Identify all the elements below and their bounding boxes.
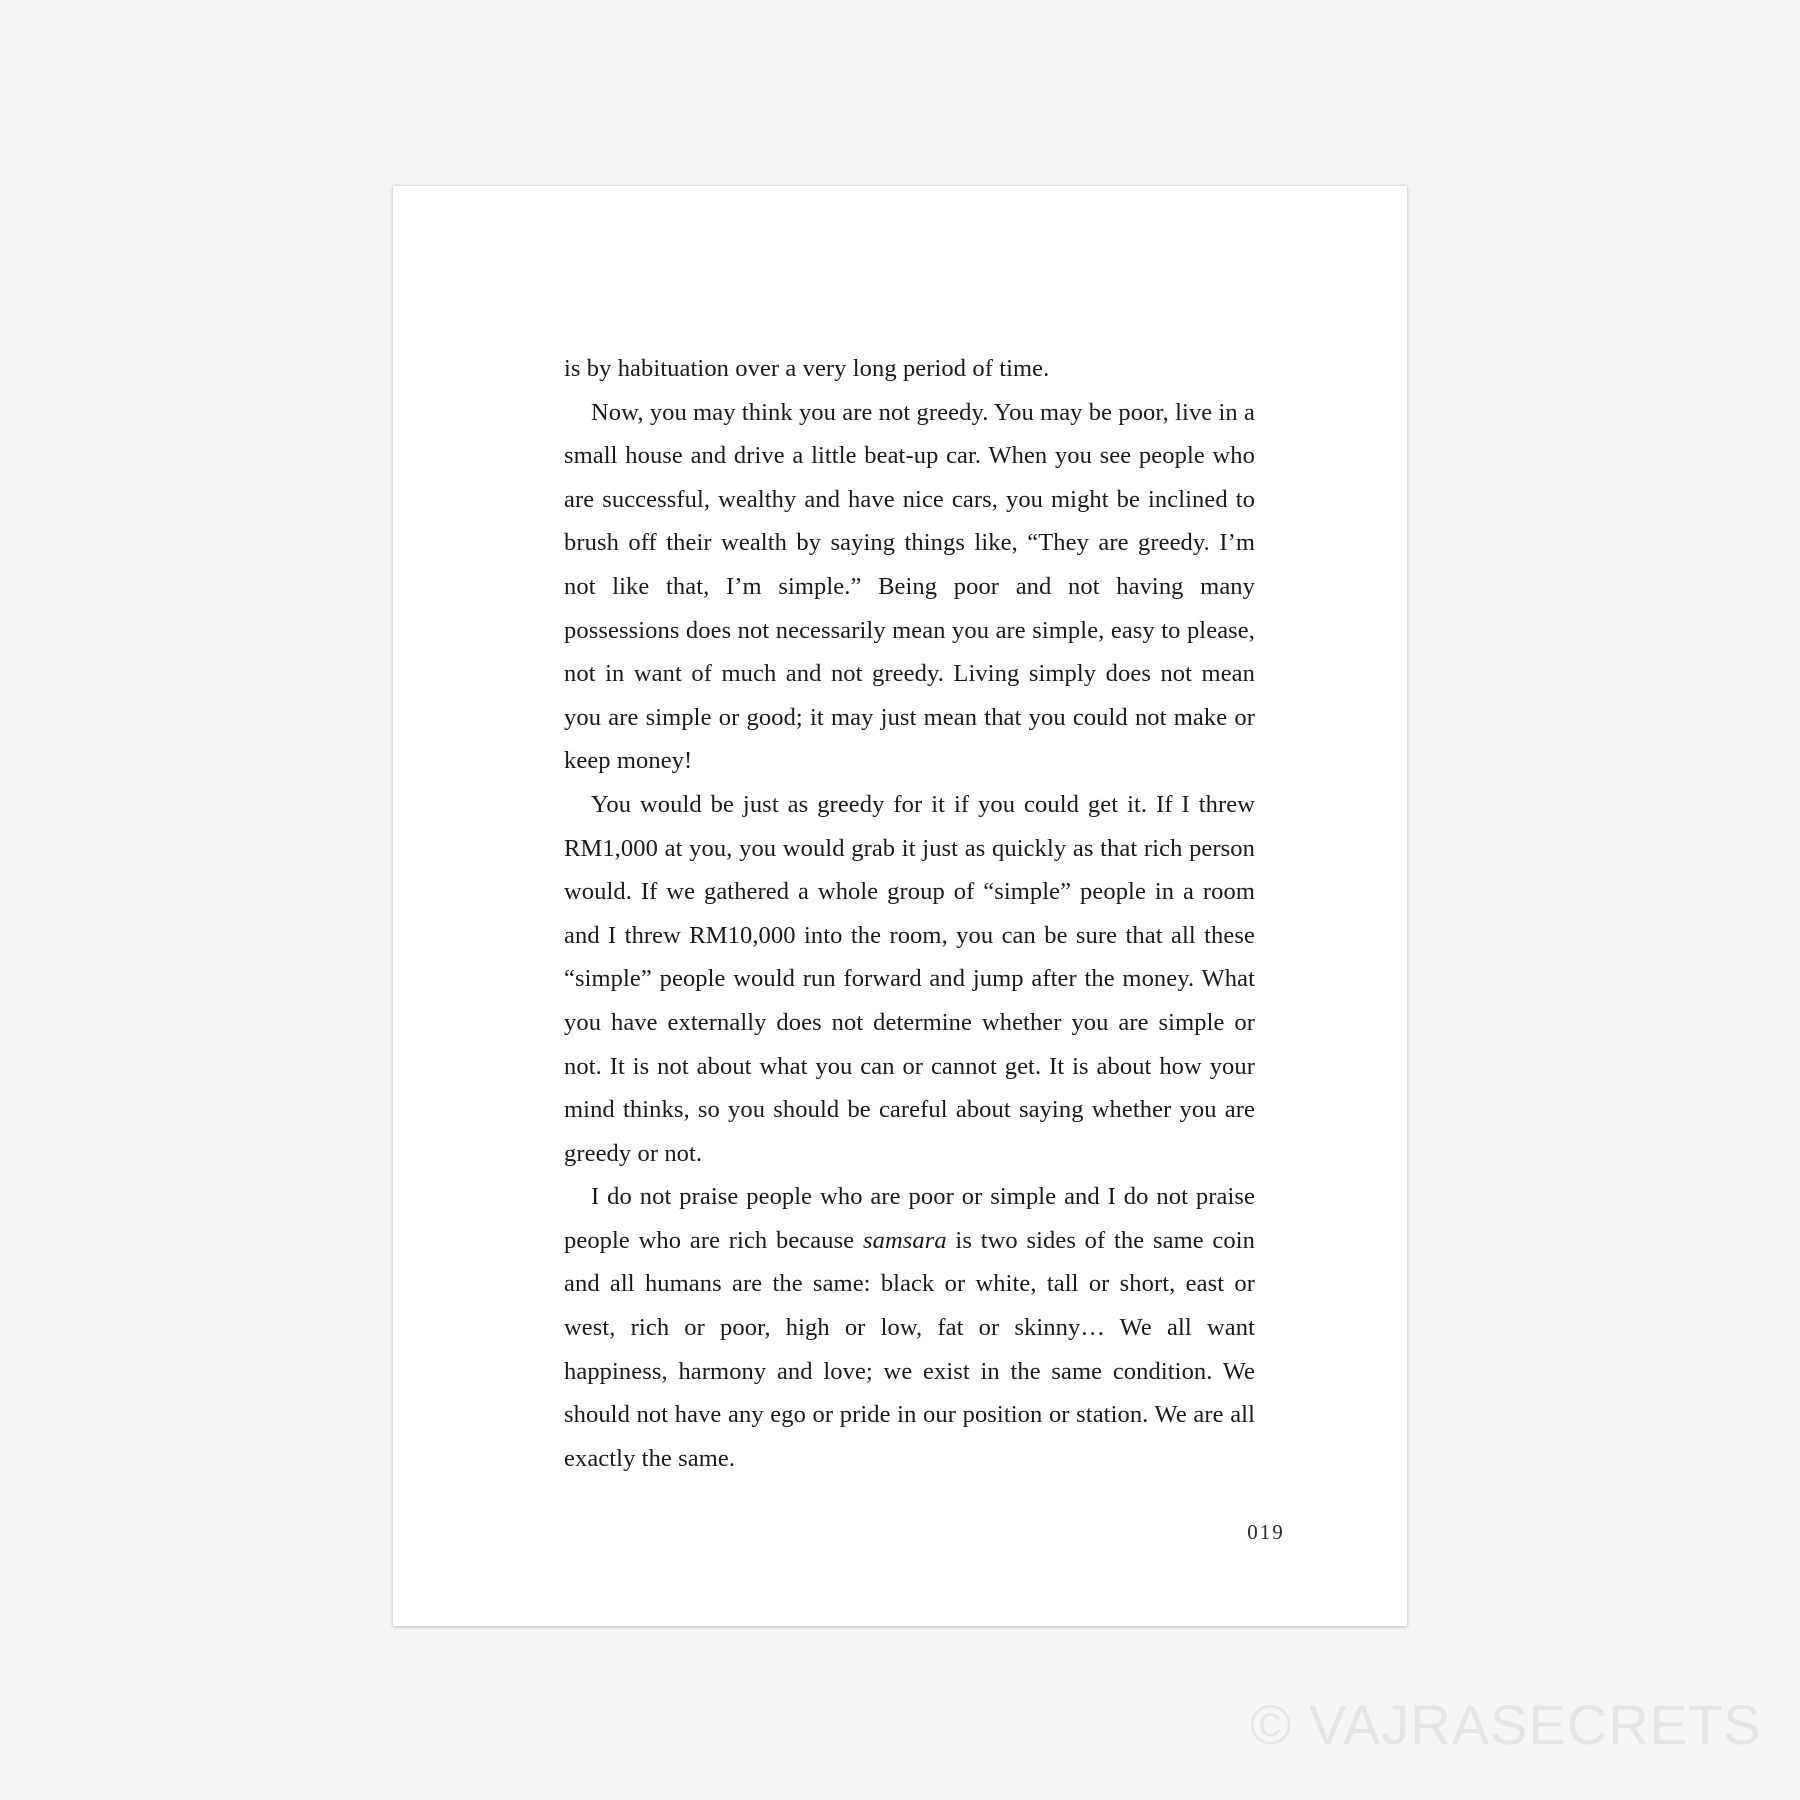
paragraph-3-text: You would be just as greedy for it if you could get it. If I threw RM1,000 at you, you would grab it just as quickly as that rich person would. If we gathered a whole group of “simple” people in a room and I threw RM10,000 into the room, you can be sure that all these “simple” people would run forward and jump after the money. What you have externally does not determine whether you are simple or not. It is not about what you can or cannot get. It is about how your mind thinks, so you should be careful about saying whether you are greedy or not. bbox=[564, 790, 1255, 1167]
paragraph-1-text: is by habituation over a very long period of time. bbox=[564, 355, 1050, 382]
body-text bbox=[564, 347, 1255, 1480]
paragraph-1 bbox=[564, 347, 1255, 391]
paragraph-4-text-b: is two sides of the same coin and all humans are the same: black or white, tall or short, east or west, rich or poor, high or low, fat or skinny… We all want happiness, harmony and love; we exist in the same condition. We should not have any ego or pride in our position or station. We are all exactly the same. bbox=[564, 1226, 1256, 1472]
paragraph-4 bbox=[564, 1175, 1255, 1480]
paragraph-3 bbox=[564, 783, 1255, 1175]
paragraph-4-text-a: I do not praise people who are poor or simple and I do not praise people who are rich because bbox=[564, 1183, 1255, 1254]
copyright-watermark: © VAJRASECRETS bbox=[1250, 1693, 1762, 1756]
paragraph-2-text: Now, you may think you are not greedy. You may be poor, live in a small house and drive a little beat-up car. When you see people who are successful, wealthy and have nice cars, you might be inclined to brush off their wealth by saying things like, “They are greedy. I’m not like that, I’m simple.” Being poor and not having many possessions does not necessarily mean you are simple, easy to please, not in want of much and not greedy. Living simply does not mean you are simple or good; it may just mean that you could not make or keep money! bbox=[564, 398, 1255, 775]
paragraph-2 bbox=[564, 391, 1255, 783]
samsara-italic-term: samsara bbox=[862, 1226, 947, 1254]
book-page bbox=[393, 186, 1407, 1626]
page-number: 019 bbox=[1247, 1520, 1285, 1544]
